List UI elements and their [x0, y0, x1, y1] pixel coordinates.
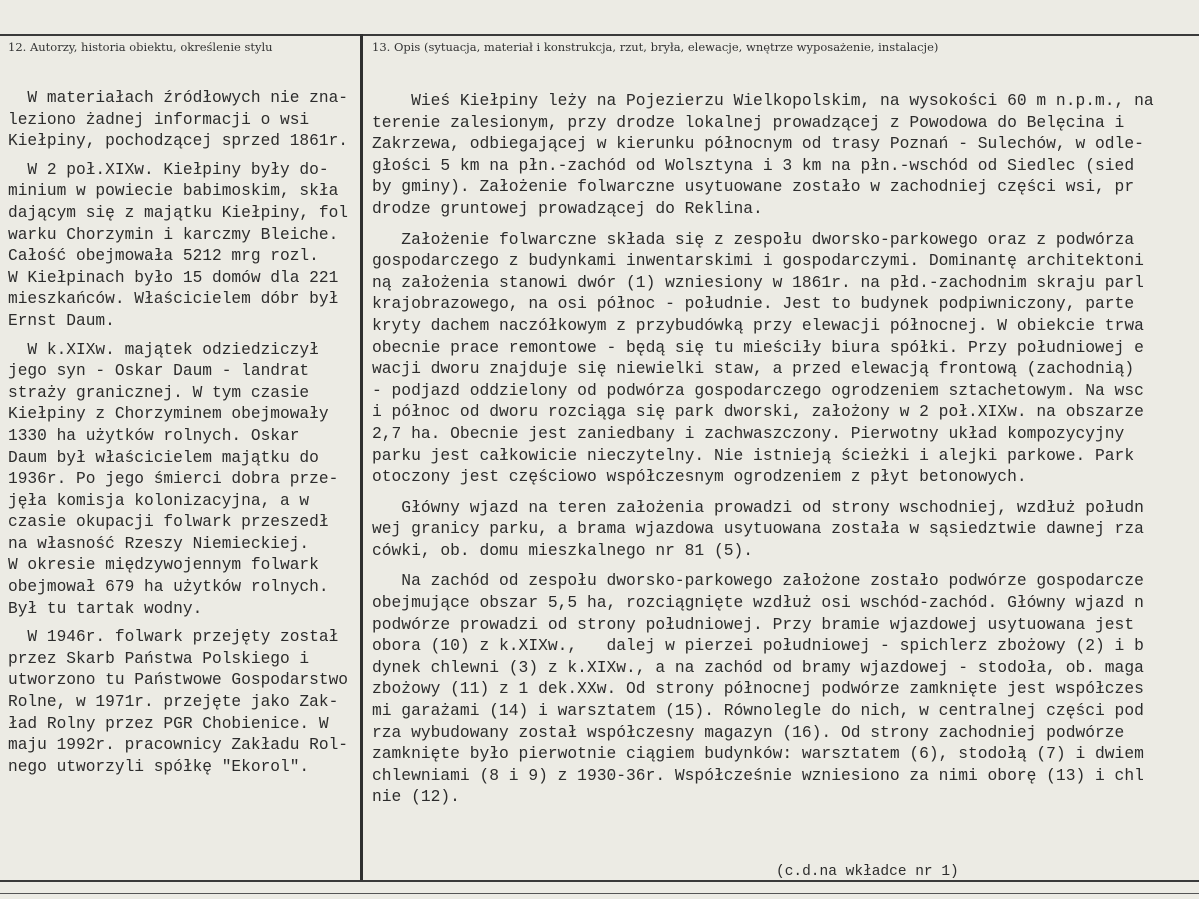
text-line: jego syn - Oskar Daum - landrat: [8, 362, 310, 381]
text-line: W Kiełpinach było 15 domów dla 221: [8, 268, 339, 287]
text-line: zamknięte było pierwotnie ciągiem budynków: warsztatem (6), stodołą (7) i dwiem: [372, 744, 1144, 764]
text-line: leziono żadnej informacji o wsi: [8, 110, 310, 129]
text-line: mieszkańców. Właścicielem dóbr był: [8, 290, 339, 309]
section-12-header: 12. Autorzy, historia obiektu, określenie stylu: [8, 40, 273, 54]
text-line: przez Skarb Państwa Polskiego i: [8, 649, 310, 668]
text-line: Całość obejmowała 5212 mrg rozl.: [8, 247, 319, 266]
history-text-column: [8, 88, 358, 778]
bottom-rule-secondary: [0, 893, 1199, 894]
text-line: W 2 poł.XIXw. Kiełpiny były do-: [8, 160, 329, 179]
text-line: krajobrazowego, na osi północ - południe. Jest to budynek podpiwniczony, parte: [372, 294, 1135, 314]
text-line: 2,7 ha. Obecnie jest zaniedbany i zachwaszczony. Pierwotny układ kompozycyjny: [372, 423, 1125, 443]
text-line: Daum był właścicielem majątku do: [8, 448, 319, 467]
text-line: na własność Rzeszy Niemieckiej.: [8, 534, 310, 553]
text-line: Ernst Daum.: [8, 311, 115, 330]
text-line: nie (12).: [372, 787, 460, 807]
text-line: kryty dachem naczółkowym z przybudówką przy elewacji północnej. W obiekcie trwa: [372, 315, 1144, 335]
text-line: czasie okupacji folwark przeszedł: [8, 513, 329, 532]
text-line: W okresie międzywojennym folwark: [8, 556, 319, 575]
text-line: cówki, ob. domu mieszkalnego nr 81 (5).: [372, 540, 754, 560]
text-line: ład Rolny przez PGR Chobienice. W: [8, 714, 329, 733]
text-line: Zakrzewa, odbiegającej w kierunku północnym od trasy Poznań - Sulechów, w odle-: [372, 134, 1144, 154]
text-line: Na zachód od zespołu dworsko-parkowego założone zostało podwórze gospodarcze: [372, 571, 1144, 591]
paragraph-gap: [372, 220, 1198, 229]
text-line: 1330 ha użytków rolnych. Oskar: [8, 426, 300, 445]
text-line: W materiałach źródłowych nie zna-: [8, 89, 348, 107]
bottom-rule: [0, 880, 1199, 882]
text-line: W 1946r. folwark przejęty został: [8, 628, 339, 647]
text-line: zbożowy (11) z 1 dek.XXw. Od strony północnej podwórze zamknięte jest współczes: [372, 679, 1144, 699]
paragraph-gap: [372, 561, 1198, 570]
text-line: minium w powiecie babimoskim, skła: [8, 182, 339, 201]
text-line: Założenie folwarczne składa się z zespołu dworsko-parkowego oraz z podwórza: [372, 229, 1135, 249]
text-line: mi garażami (14) i warsztatem (15). Równolegle do nich, w centralnej części pod: [372, 701, 1144, 721]
text-line: i północ od dworu rozciąga się park dworski, założony w 2 poł.XIXw. na obszarze: [372, 402, 1144, 422]
text-line: rza wybudowany został współczesny magazyn (16). Od strony zachodniej podwórze: [372, 722, 1125, 742]
text-line: W k.XIXw. majątek odziedziczył: [8, 340, 319, 359]
text-line: obejmował 679 ha użytków rolnych.: [8, 578, 329, 597]
section-13-header: 13. Opis (sytuacja, materiał i konstrukcja, rzut, bryła, elewacje, wnętrze wyposażenie, instalacje): [372, 40, 939, 54]
text-line: Rolne, w 1971r. przejęte jako Zak-: [8, 693, 339, 712]
paragraph-gap: [8, 333, 358, 340]
text-line: Kiełpiny, pochodzącej sprzed 1861r.: [8, 132, 348, 151]
text-line: gospodarczego z budynkami inwentarskimi i gospodarczymi. Dominantę architektoni: [372, 251, 1144, 271]
text-line: otoczony jest częściowo współczesnym ogrodzeniem z płyt betonowych.: [372, 467, 1027, 487]
text-line: wacji dworu znajduje się niewielki staw, a przed elewacją frontową (zachodnią): [372, 359, 1135, 379]
column-divider: [360, 34, 363, 882]
text-line: by gminy). Założenie folwarczne usytuowane zostało w zachodniej części wsi, pr: [372, 177, 1135, 197]
text-line: obora (10) z k.XIXw., dalej w pierzei południowej - spichlerz zbożowy (2) i b: [372, 636, 1144, 656]
text-line: chlewniami (8 i 9) z 1930-36r. Współcześnie wzniesiono za nimi oborę (13) i chl: [372, 765, 1144, 785]
text-line: utworzono tu Państwowe Gospodarstwo: [8, 671, 348, 690]
text-line: - podjazd oddzielony od podwórza gospodarczego ogrodzeniem sztachetowym. Na wsc: [372, 380, 1144, 400]
text-line: dynek chlewni (3) z k.XIXw., a na zachód od bramy wjazdowej - stodoła, ob. maga: [372, 657, 1144, 677]
text-line: Główny wjazd na teren założenia prowadzi od strony wschodniej, wzdłuż połudn: [372, 497, 1144, 517]
text-line: Kiełpiny z Chorzyminem obejmowały: [8, 405, 329, 424]
text-line: 1936r. Po jego śmierci dobra prze-: [8, 470, 339, 489]
text-line: obecnie prace remontowe - będą się tu mieściły biura spółki. Przy południowej e: [372, 337, 1144, 357]
text-line: warku Chorzymin i karczmy Bleiche.: [8, 225, 339, 244]
text-line: jęła komisja kolonizacyjna, a w: [8, 491, 310, 510]
text-line: Wieś Kiełpiny leży na Pojezierzu Wielkopolskim, na wysokości 60 m n.p.m., na: [372, 91, 1154, 110]
text-line: parku jest całkowicie nieczytelny. Nie istnieją ścieżki i alejki parkowe. Park: [372, 445, 1135, 465]
text-line: obejmujące obszar 5,5 ha, rozciągnięte wzdłuż osi wschód-zachód. Główny wjazd n: [372, 593, 1144, 613]
text-line: dającym się z majątku Kiełpiny, fol: [8, 203, 348, 222]
continuation-note: (c.d.na wkładce nr 1): [776, 864, 959, 880]
text-line: nego utworzyli spółkę "Ekorol".: [8, 757, 310, 776]
top-rule: [0, 34, 1199, 36]
text-line: ną założenia stanowi dwór (1) wzniesiony w 1861r. na płd.-zachodnim skraju parl: [372, 272, 1144, 292]
text-line: wej granicy parku, a brama wjazdowa usytuowana została w sąsiedztwie dawnej rza: [372, 519, 1144, 539]
text-line: podwórze prowadzi od strony południowej. Przy bramie wjazdowej usytuowana jest: [372, 614, 1135, 634]
text-line: terenie zalesionym, przy drodze lokalnej prowadzącej z Powodowa do Belęcina i: [372, 112, 1125, 132]
text-line: głości 5 km na płn.-zachód od Wolsztyna i 3 km na płn.-wschód od Siedlec (sied: [372, 155, 1135, 175]
paragraph-gap: [8, 153, 358, 160]
description-text-column: [372, 90, 1198, 808]
text-line: drodze gruntowej prowadzącej do Reklina.: [372, 198, 763, 218]
text-line: Był tu tartak wodny.: [8, 599, 203, 618]
paragraph-gap: [8, 620, 358, 627]
text-line: straży granicznej. W tym czasie: [8, 383, 310, 402]
paragraph-gap: [372, 488, 1198, 497]
text-line: maju 1992r. pracownicy Zakładu Rol-: [8, 736, 348, 755]
